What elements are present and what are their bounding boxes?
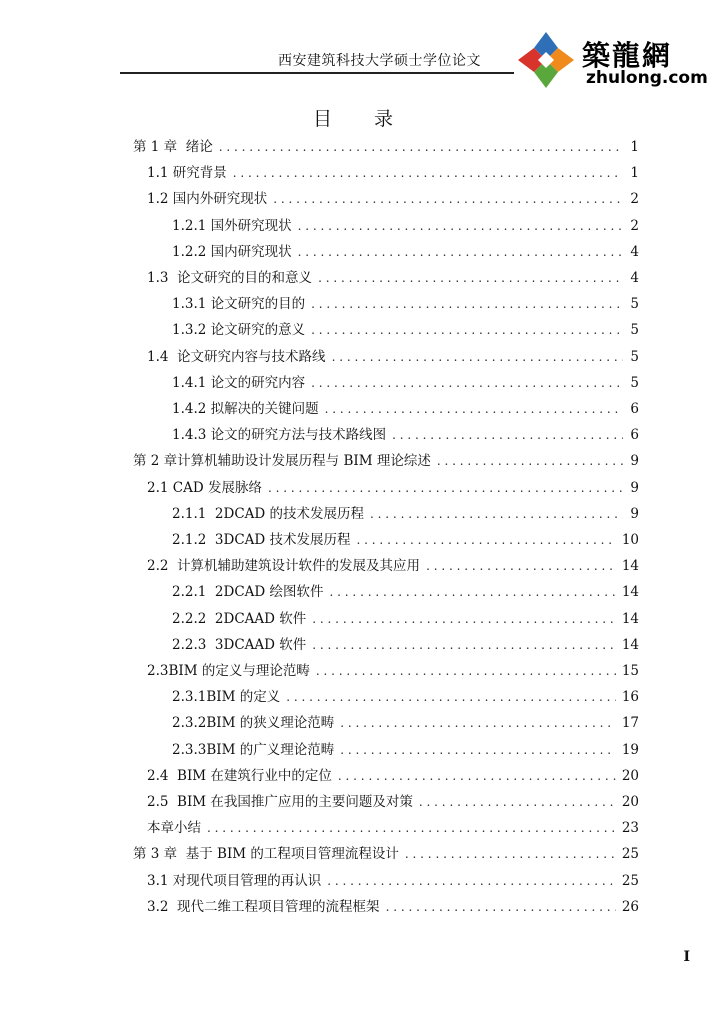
toc-entry-label: 2.3BIM 的定义与理论范畴 [147, 663, 310, 679]
toc-entry[interactable] [147, 873, 639, 891]
toc-entry-page: 10 [621, 532, 639, 548]
toc-leader [273, 191, 623, 207]
toc-entry-label: 第 3 章 基于 BIM 的工程项目管理流程设计 [133, 846, 399, 862]
toc-leader [327, 873, 616, 889]
toc-entry-page: 4 [630, 244, 639, 260]
toc-entry-page: 14 [621, 611, 639, 627]
toc-entry-label: 第 1 章 绪论 [133, 139, 213, 155]
toc-entry[interactable] [172, 401, 639, 419]
toc-leader [312, 637, 616, 653]
toc-entry[interactable] [172, 244, 639, 262]
toc-entry-label: 1.4 论文研究内容与技术路线 [147, 349, 326, 365]
toc-entry-label: 1.4.2 拟解决的关键问题 [172, 401, 319, 417]
toc-leader [437, 453, 623, 469]
toc-entry[interactable] [133, 453, 639, 471]
toc-entry-label: 2.2.1 2DCAD 绘图软件 [172, 584, 324, 600]
toc-entry-label: 2.2.3 3DCAAD 软件 [172, 637, 307, 653]
toc-entry[interactable] [172, 506, 639, 524]
toc-entry[interactable] [147, 768, 639, 786]
toc-leader [312, 611, 616, 627]
toc-entry-page: 4 [630, 270, 639, 286]
toc-entry-label: 2.3.3BIM 的广义理论范畴 [172, 742, 335, 758]
toc-leader [311, 375, 623, 391]
toc-entry[interactable] [172, 218, 639, 236]
toc-entry[interactable] [147, 349, 639, 367]
toc-leader [318, 270, 623, 286]
toc-entry-label: 1.2.2 国内研究现状 [172, 244, 292, 260]
toc-leader [332, 349, 623, 365]
toc-leader [392, 427, 623, 443]
toc-entry-label: 第 2 章计算机辅助设计发展历程与 BIM 理论综述 [133, 453, 431, 469]
header-title: 西安建筑科技大学硕士学位论文 [278, 53, 481, 69]
toc-entry-label: 1.4.3 论文的研究方法与技术路线图 [172, 427, 387, 443]
logo-text-en: zhulong.com [586, 68, 708, 88]
zhulong-logo [514, 28, 714, 92]
page-number: I [683, 949, 690, 965]
toc-entry-page: 23 [621, 820, 639, 836]
toc-leader [338, 768, 616, 784]
toc-entry[interactable] [172, 375, 639, 393]
toc-entry[interactable] [172, 611, 639, 629]
toc-entry-label: 2.1 CAD 发展脉络 [147, 480, 262, 496]
toc-leader [357, 532, 616, 548]
toc-entry-page: 1 [630, 165, 639, 181]
toc-entry-page: 1 [630, 139, 639, 155]
toc-entry[interactable] [172, 715, 639, 733]
toc-entry-page: 14 [621, 558, 639, 574]
toc-leader [340, 742, 616, 758]
toc-entry-page: 20 [621, 768, 639, 784]
toc-entry-page: 26 [621, 899, 639, 915]
toc-leader [340, 715, 616, 731]
toc-entry-label: 1.2.1 国外研究现状 [172, 218, 292, 234]
toc-leader [298, 244, 623, 260]
toc-entry-label: 1.3.2 论文研究的意义 [172, 322, 306, 338]
toc-leader [370, 506, 623, 522]
toc-entry-label: 1.3 论文研究的目的和意义 [147, 270, 313, 286]
toc-leader [233, 165, 623, 181]
toc-entry-label: 2.2.2 2DCAAD 软件 [172, 611, 307, 627]
toc-entry-page: 16 [621, 689, 639, 705]
toc-entry[interactable] [147, 794, 639, 812]
toc-entry[interactable] [147, 270, 639, 288]
toc-entry[interactable] [172, 322, 639, 340]
toc-entry-page: 5 [630, 296, 639, 312]
toc-entry-page: 5 [630, 349, 639, 365]
toc-entry-label: 1.3.1 论文研究的目的 [172, 296, 306, 312]
toc-entry-label: 3.2 现代二维工程项目管理的流程框架 [147, 899, 380, 915]
toc-leader [219, 139, 623, 155]
toc-entry[interactable] [172, 532, 639, 550]
toc-entry[interactable] [147, 191, 639, 209]
toc-entry-label: 1.2 国内外研究现状 [147, 191, 268, 207]
toc-leader [316, 663, 616, 679]
toc-entry[interactable] [147, 480, 639, 498]
toc-entry-page: 5 [630, 375, 639, 391]
toc-entry-label: 2.3.1BIM 的定义 [172, 689, 281, 705]
toc-entry-label: 1.1 研究背景 [147, 165, 227, 181]
toc-leader [419, 794, 616, 810]
toc-entry-page: 14 [621, 584, 639, 600]
toc-leader [405, 846, 616, 862]
toc-entry[interactable] [172, 427, 639, 445]
toc-entry-label: 2.5 BIM 在我国推广应用的主要问题及对策 [147, 794, 413, 810]
toc-entry-page: 6 [630, 427, 639, 443]
toc-entry-page: 9 [630, 453, 639, 469]
toc-entry[interactable] [133, 846, 639, 864]
toc-heading: 目 录 [312, 108, 412, 130]
toc-entry-page: 19 [621, 742, 639, 758]
toc-entry[interactable] [147, 165, 639, 183]
toc-entry-label: 3.1 对现代项目管理的再认识 [147, 873, 322, 889]
toc-entry-label: 2.1.1 2DCAD 的技术发展历程 [172, 506, 365, 522]
toc-entry-page: 17 [621, 715, 639, 731]
toc-entry-page: 5 [630, 322, 639, 338]
toc-entry-page: 14 [621, 637, 639, 653]
toc-entry-page: 25 [621, 846, 639, 862]
toc-entry[interactable] [147, 820, 639, 838]
logo-text-cn: 築龍網 [582, 39, 673, 72]
toc-entry[interactable] [172, 689, 639, 707]
header-rule [120, 72, 514, 74]
toc-entry-page: 2 [630, 191, 639, 207]
toc-leader [325, 401, 623, 417]
toc-entry-label: 本章小结 [147, 820, 201, 836]
toc-entry-page: 2 [630, 218, 639, 234]
toc-leader [426, 558, 616, 574]
toc-entry-label: 2.2 计算机辅助建筑设计软件的发展及其应用 [147, 558, 421, 574]
toc-entry-page: 25 [621, 873, 639, 889]
toc-entry[interactable] [172, 742, 639, 760]
toc-leader [268, 480, 623, 496]
toc-entry[interactable] [147, 663, 639, 681]
toc-entry[interactable] [147, 558, 639, 576]
toc-entry-page: 15 [621, 663, 639, 679]
toc-leader [311, 296, 623, 312]
toc-leader [330, 584, 616, 600]
toc-entry-label: 2.4 BIM 在建筑行业中的定位 [147, 768, 332, 784]
toc-entry-page: 6 [630, 401, 639, 417]
toc-entry[interactable] [133, 139, 639, 157]
toc-entry-page: 9 [630, 480, 639, 496]
toc-entry-label: 2.3.2BIM 的狭义理论范畴 [172, 715, 335, 731]
toc-leader [207, 820, 616, 836]
toc-entry-page: 20 [621, 794, 639, 810]
toc-entry[interactable] [172, 584, 639, 602]
toc-leader [298, 218, 623, 234]
toc-entry-label: 1.4.1 论文的研究内容 [172, 375, 306, 391]
toc-entry-label: 2.1.2 3DCAD 技术发展历程 [172, 532, 351, 548]
toc-entry-page: 9 [630, 506, 639, 522]
toc-entry[interactable] [147, 899, 639, 917]
toc-leader [311, 322, 623, 338]
zhulong-logo-icon [514, 28, 578, 92]
toc-leader [286, 689, 616, 705]
toc-entry[interactable] [172, 637, 639, 655]
toc-entry[interactable] [172, 296, 639, 314]
toc-leader [386, 899, 616, 915]
